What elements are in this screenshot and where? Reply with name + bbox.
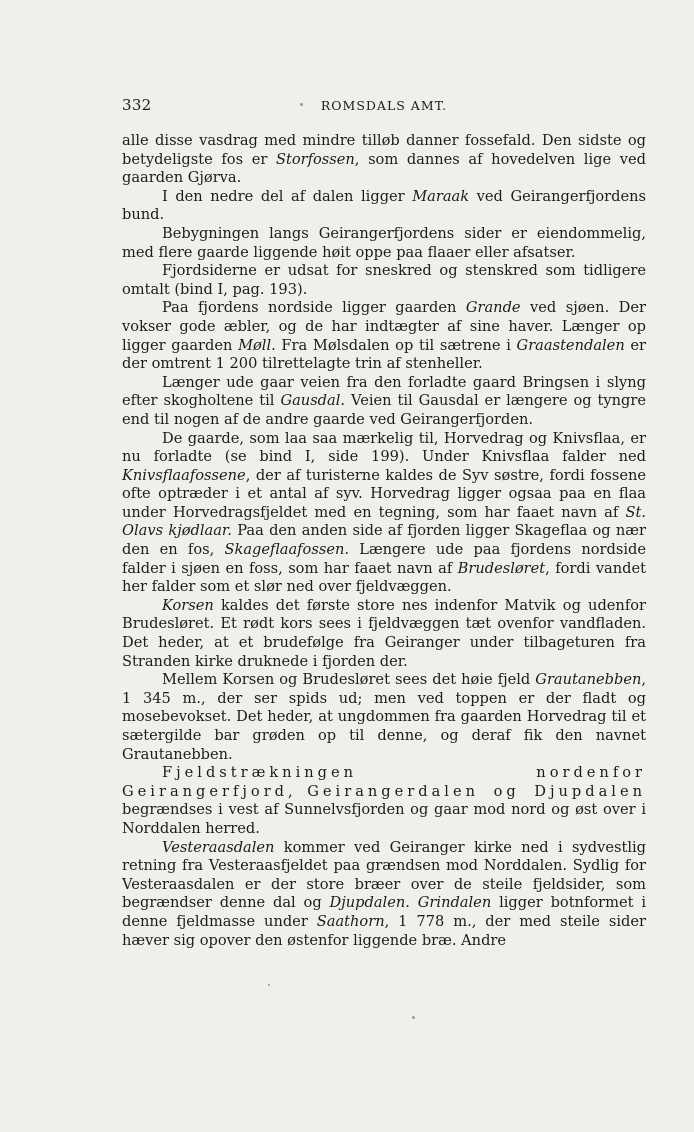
italic-term: Skageflaafossen. bbox=[224, 541, 349, 559]
text-run: I den nedre del af dalen ligger bbox=[162, 187, 413, 205]
text-run: , 1 345 m., der ser spids ud; men ved toppen er der fladt og mosebevokset. Det heder, at ungdommen fra gaarden Horvedrag til et sætergilde bar grøden op til denne, og deraf fik den navnet Grautanebben. bbox=[122, 671, 646, 763]
italic-term: Saathorn bbox=[316, 912, 385, 930]
text-run: er der omtrent 1 200 tilrettelagte trin af stenheller. bbox=[122, 336, 646, 373]
italic-term: Brudesløret bbox=[457, 559, 546, 577]
running-title: ROMSDALS AMT. bbox=[320, 98, 448, 113]
paragraph bbox=[122, 225, 646, 262]
paragraph bbox=[122, 764, 646, 838]
italic-term: St. Olavs kjødlaar. bbox=[122, 503, 646, 540]
paragraph bbox=[122, 671, 646, 764]
text-run bbox=[479, 783, 494, 800]
italic-term: Storfossen bbox=[275, 150, 355, 168]
text-run: , 1 778 m., der med steile sider hæver sig opover den østenfor liggende bræ. Andre bbox=[122, 912, 647, 949]
italic-term: Knivsflaafossene bbox=[122, 466, 246, 484]
text-run: begrændses i vest af Sunnelvsfjorden og gaar mod nord og øst over i Norddalen herred. bbox=[122, 801, 646, 837]
paragraph bbox=[122, 132, 646, 188]
text-run: alle disse vasdrag med mindre tilløb danner fossefald. Den sidste og betydeligste fos er bbox=[122, 132, 646, 168]
italic-term: Maraak bbox=[412, 187, 470, 205]
text-run: Bebygningen langs Geirangerfjordens sider er eiendommelig, med flere gaarde liggende høit oppe paa flaaer eller afsatser. bbox=[122, 224, 646, 261]
italic-term: Grindalen bbox=[417, 894, 492, 912]
text-run: , fordi vandet her falder som et slør ned over fjeldvæggen. bbox=[122, 559, 647, 596]
paragraph bbox=[122, 262, 646, 299]
italic-term: Grande bbox=[465, 299, 521, 317]
italic-term: Graastendalen bbox=[516, 336, 625, 354]
text-run: ved Geirangerfjordens bund. bbox=[122, 187, 646, 224]
print-speck bbox=[268, 984, 270, 986]
spaced-heading: og bbox=[493, 782, 520, 800]
text-run: Længere ude paa fjordens nordside falder i sjøen en foss, som har faaet navn af bbox=[122, 541, 646, 577]
text-run: Paa den anden side af fjorden ligger Skageflaa og nær den en fos, bbox=[122, 522, 646, 559]
text-run: Veien til Gausdal er længere og tyngre end til nogen af de andre gaarde ved Geirangerfjorden. bbox=[122, 392, 647, 428]
paragraph bbox=[122, 839, 646, 951]
text-run: kaldes det første store nes indenfor Matvik og udenfor Brudesløret. Et rødt kors sees i fjeldvæggen tæt ovenfor vandfladen. Det heder, at et brudefølge fra Geiranger under tilbageturen fra Stranden kirke druknede i fjorden der. bbox=[122, 596, 646, 670]
body-text bbox=[122, 132, 646, 950]
paragraph bbox=[122, 188, 646, 225]
print-speck bbox=[412, 1016, 415, 1019]
text-run: kommer ved Geiranger kirke ned i sydvestlig retning fra Vesteraasfjeldet paa grændsen mod Norddalen. Sydlig for Vesteraasdalen er der store bræer over de steile fjeldsider, som begrændser denne dal og bbox=[122, 838, 646, 912]
paragraph bbox=[122, 597, 646, 671]
text-run: De gaarde, som laa saa mærkelig til, Horvedrag og Knivsflaa, er nu forladte (se bind I, side 199). Under Knivsflaa falder ned bbox=[122, 429, 646, 466]
paragraph bbox=[122, 299, 646, 373]
page-number: 332 bbox=[122, 96, 152, 114]
text-run: Fra Mølsdalen op til sætrene i bbox=[275, 336, 517, 354]
italic-term: Grautanebben bbox=[535, 671, 642, 689]
italic-term: Djupdalen. bbox=[329, 894, 410, 912]
running-header bbox=[122, 96, 646, 116]
paragraph bbox=[122, 374, 646, 430]
italic-term: Vesteraasdalen bbox=[162, 838, 275, 856]
text-run: Længer ude gaar veien fra den forladte gaard Bringsen i slyng efter skogholtene til bbox=[122, 373, 646, 410]
text-run: , som dannes af hovedelven lige ved gaarden Gjørva. bbox=[122, 150, 646, 187]
text-run: Mellem Korsen og Brudesløret sees det høie fjeld bbox=[162, 671, 536, 689]
text-run: , der af turisterne kaldes de Syv søstre, fordi fossene ofte optræder i et antal af syv. Horvedrag ligger ogsaa paa en flaa under Horvedragsfjeldet med en tegning, som har faaet navn af bbox=[122, 466, 646, 521]
spaced-heading: Fjeldstrækningen nordenfor Geirangerfjord bbox=[122, 764, 646, 800]
italic-term: Møll. bbox=[238, 336, 276, 354]
text-run: Fjordsiderne er udsat for sneskred og stenskred som tidligere omtalt (bind I, pag. 193). bbox=[122, 262, 646, 298]
spaced-heading: Geirangerdalen bbox=[307, 782, 479, 800]
italic-term: Gausdal. bbox=[280, 392, 346, 410]
print-speck bbox=[300, 103, 303, 106]
paragraph bbox=[122, 430, 646, 597]
spaced-heading: Djupdalen bbox=[534, 782, 647, 800]
text-run bbox=[520, 783, 535, 800]
text-run: ved sjøen. Der vokser gode æbler, og de har indtægter af sine haver. Længer op ligger gaarden bbox=[122, 299, 646, 354]
text-run bbox=[410, 894, 418, 911]
text-run: Paa fjordens nordside ligger gaarden bbox=[162, 299, 466, 317]
text-run: ligger botnformet i denne fjeldmasse under bbox=[122, 894, 646, 930]
text-run: , bbox=[288, 782, 308, 800]
italic-term: Korsen bbox=[162, 596, 214, 614]
